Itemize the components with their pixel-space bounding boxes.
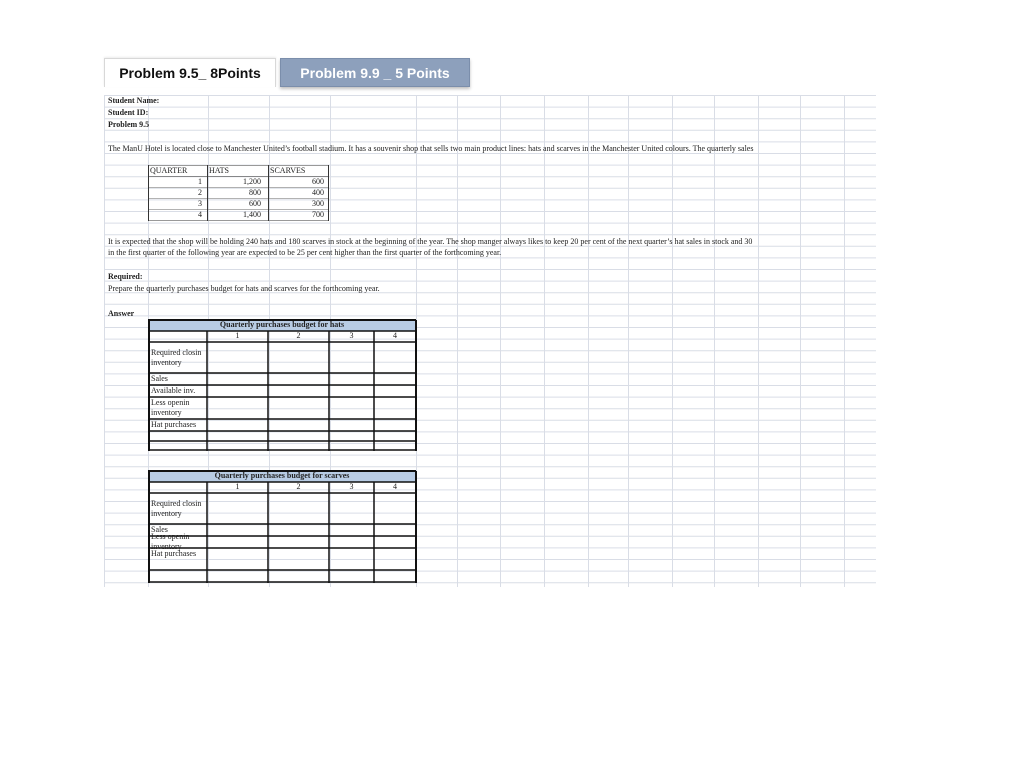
hats-quarter-2-header: 2 <box>296 331 301 340</box>
scarves-row-label: Required closin <box>151 498 202 508</box>
hats-row-label: inventory <box>151 408 182 417</box>
sales-quarter-cell: 4 <box>198 210 202 219</box>
sales-quarter-cell: 2 <box>198 188 202 197</box>
hats-q1-cell[interactable] <box>208 386 267 396</box>
answer-label: Answer <box>108 309 135 318</box>
scarves-row-label: Sales <box>151 525 168 534</box>
sales-hats-cell: 1,200 <box>243 177 261 186</box>
scarves-quarter-1-header: 1 <box>235 482 240 491</box>
sales-scarves-cell: 300 <box>312 199 324 208</box>
hats-q4-cell[interactable] <box>375 343 415 372</box>
scarves-quarter-3-header: 3 <box>349 482 354 491</box>
scarves-q2-cell[interactable] <box>269 537 328 547</box>
problem-label: Problem 9.5 <box>108 120 150 129</box>
hats-quarter-3-header: 3 <box>349 331 354 340</box>
sales-quarter-cell: 3 <box>198 199 202 208</box>
required-label: Required: <box>108 272 143 281</box>
sales-quarter-cell: 1 <box>198 177 202 186</box>
hats-row-label: Required closin <box>151 347 202 357</box>
required-text: Prepare the quarterly purchases budget for hats and scarves for the forthcoming year. <box>108 284 380 293</box>
spreadsheet[interactable] <box>104 95 876 587</box>
tab-problem-9-5[interactable]: Problem 9.5_ 8Points <box>104 58 276 87</box>
hats-q2-cell[interactable] <box>269 374 328 384</box>
scarves-q1-cell[interactable] <box>208 494 267 523</box>
hats-q3-cell[interactable] <box>330 398 373 418</box>
scarves-q3-cell[interactable] <box>330 549 373 569</box>
hats-row-label: Hat purchases <box>151 420 197 429</box>
hats-title: Quarterly purchases budget for hats <box>219 320 345 329</box>
scarves-q4-cell[interactable] <box>375 494 415 523</box>
hats-q1-cell[interactable] <box>208 343 267 372</box>
hats-q3-cell[interactable] <box>330 420 373 430</box>
hats-q2-cell[interactable] <box>269 398 328 418</box>
scarves-row-label: Hat purchases <box>151 549 197 558</box>
scarves-q3-cell[interactable] <box>330 537 373 547</box>
scarves-quarter-4-header: 4 <box>393 482 397 491</box>
hats-q4-cell[interactable] <box>375 374 415 384</box>
hats-q4-cell[interactable] <box>375 386 415 396</box>
hats-q2-cell[interactable] <box>269 386 328 396</box>
hats-quarter-4-header: 4 <box>393 331 397 340</box>
sales-scarves-cell: 400 <box>312 188 324 197</box>
hats-q2-cell[interactable] <box>269 420 328 430</box>
intro-text: The ManU Hotel is located close to Manchester United’s football stadium. It has a souvenir shop that sells two main product lines: hats and scarves in the Manchester United colours. The quarterly sales <box>108 144 754 153</box>
hats-q3-cell[interactable] <box>330 374 373 384</box>
hats-quarter-1-header: 1 <box>235 331 240 340</box>
student-name-label: Student Name: <box>108 96 160 105</box>
scarves-q4-cell[interactable] <box>375 537 415 547</box>
hats-q4-cell[interactable] <box>375 420 415 430</box>
sheet-tabs <box>104 58 474 88</box>
expectation-line-2: in the first quarter of the following year are expected to be 25 per cent higher than the first quarter of the forthcoming year. <box>108 248 502 257</box>
student-id-label: Student ID: <box>108 108 149 117</box>
hats-row-label: Sales <box>151 374 168 383</box>
sales-table <box>148 165 328 223</box>
hats-q3-cell[interactable] <box>330 386 373 396</box>
sales-header-quarter: QUARTER <box>150 166 188 175</box>
scarves-q2-cell[interactable] <box>269 494 328 523</box>
hats-row-label: Available inv. <box>151 386 196 395</box>
scarves-row-label: Less openin <box>151 532 190 541</box>
sales-scarves-cell: 600 <box>312 177 324 186</box>
scarves-q1-cell[interactable] <box>208 549 267 569</box>
hats-q2-cell[interactable] <box>269 343 328 372</box>
sales-scarves-cell: 700 <box>312 210 324 219</box>
expectation-line-1: It is expected that the shop will be holding 240 hats and 180 scarves in stock at the beginning of the year. The shop manger always likes to keep 20 per cent of the next quarter’s hat sales in stock and 30 <box>108 237 753 246</box>
scarves-q2-cell[interactable] <box>269 549 328 569</box>
hats-q4-cell[interactable] <box>375 398 415 418</box>
scarves-q3-cell[interactable] <box>330 494 373 523</box>
sales-hats-cell: 600 <box>249 199 261 208</box>
scarves-q1-cell[interactable] <box>208 537 267 547</box>
sales-header-scarves: SCARVES <box>270 166 306 175</box>
scarves-quarter-2-header: 2 <box>296 482 301 491</box>
scarves-title: Quarterly purchases budget for scarves <box>214 471 350 480</box>
scarves-q4-cell[interactable] <box>375 549 415 569</box>
sales-hats-cell: 800 <box>249 188 261 197</box>
sales-header-hats: HATS <box>209 166 230 175</box>
scarves-row-label: inventory <box>151 542 182 551</box>
hats-row-label: Less openin <box>151 398 190 407</box>
scarves-q1-cell[interactable] <box>208 525 267 535</box>
scarves-row-label: inventory <box>151 508 182 518</box>
hats-q1-cell[interactable] <box>208 420 267 430</box>
scarves-q4-cell[interactable] <box>375 525 415 535</box>
hats-q1-cell[interactable] <box>208 374 267 384</box>
scarves-q2-cell[interactable] <box>269 525 328 535</box>
hats-row-label: inventory <box>151 357 182 367</box>
tab-problem-9-9[interactable]: Problem 9.9 _ 5 Points <box>280 58 470 87</box>
hats-q3-cell[interactable] <box>330 343 373 372</box>
hats-budget-table[interactable] <box>148 319 418 447</box>
scarves-q3-cell[interactable] <box>330 525 373 535</box>
hats-q1-cell[interactable] <box>208 398 267 418</box>
scarves-budget-table[interactable] <box>148 470 418 586</box>
sales-hats-cell: 1,400 <box>243 210 261 219</box>
